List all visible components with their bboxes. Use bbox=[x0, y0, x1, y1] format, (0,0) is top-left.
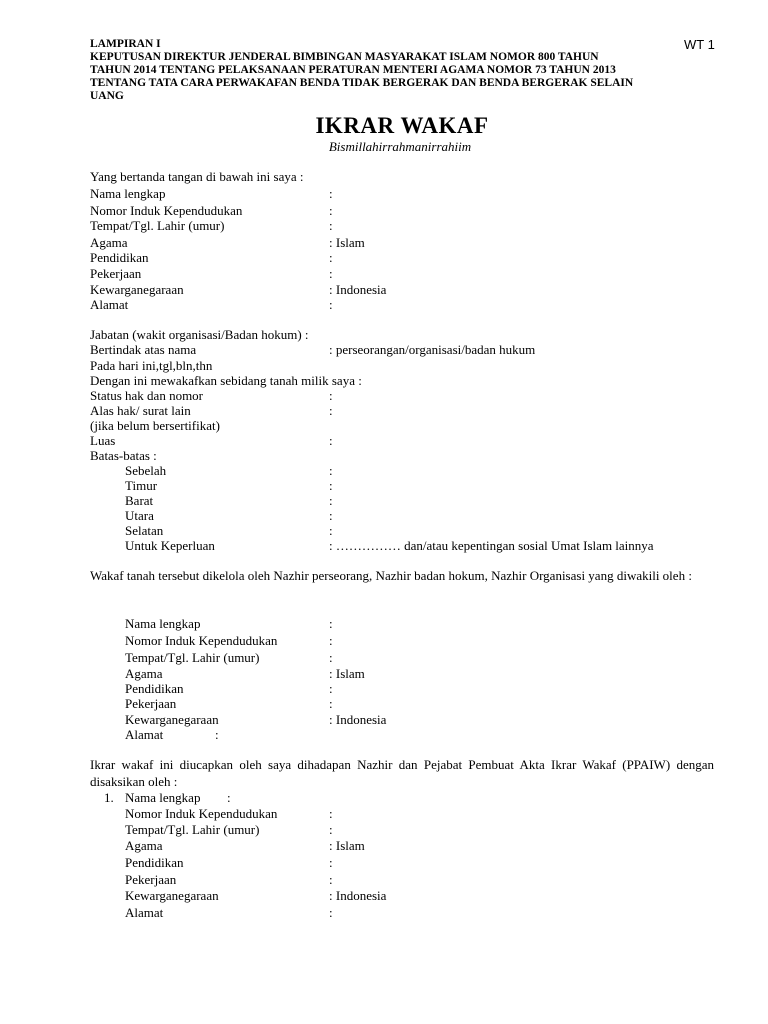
field-label: Alamat bbox=[90, 297, 129, 312]
field-value: : bbox=[329, 650, 333, 665]
field-label: Nama lengkap bbox=[125, 790, 201, 805]
field-value: : bbox=[329, 855, 333, 870]
field-value: : bbox=[329, 388, 333, 403]
border-label: Utara bbox=[125, 508, 154, 523]
field-label: Bertindak atas nama bbox=[90, 342, 197, 357]
field-note: (jika belum bersertifikat) bbox=[90, 418, 220, 433]
field-label: Nama lengkap bbox=[125, 616, 201, 631]
header-line: UANG bbox=[90, 90, 124, 102]
field-value: : bbox=[329, 186, 333, 201]
field-label: Pekerjaan bbox=[125, 872, 177, 887]
field-label: Tempat/Tgl. Lahir (umur) bbox=[125, 822, 260, 837]
field-label: Tempat/Tgl. Lahir (umur) bbox=[90, 218, 225, 233]
field-value: : bbox=[329, 905, 333, 920]
field-value: : bbox=[227, 790, 231, 805]
land-intro: Dengan ini mewakafkan sebidang tanah milik saya : bbox=[90, 373, 362, 388]
field-value: : bbox=[329, 508, 333, 523]
field-value: : bbox=[329, 806, 333, 821]
field-value: : Islam bbox=[329, 666, 365, 681]
borders-label: Batas-batas : bbox=[90, 448, 157, 463]
document-title: IKRAR WAKAF bbox=[315, 113, 489, 138]
field-label: Agama bbox=[125, 838, 163, 853]
field-value: : bbox=[329, 872, 333, 887]
field-value: : Indonesia bbox=[329, 888, 387, 903]
nazhir-paragraph: Wakaf tanah tersebut dikelola oleh Nazhir perseorang, Nazhir badan hokum, Nazhir Organisasi yang diwakili oleh : bbox=[90, 568, 692, 583]
field-value: : bbox=[329, 250, 333, 265]
field-label: Nomor Induk Kependudukan bbox=[125, 806, 278, 821]
field-label: Kewarganegaraan bbox=[125, 712, 219, 727]
header-line: TAHUN 2014 TENTANG PELAKSANAAN PERATURAN MENTERI AGAMA NOMOR 73 TAHUN 2013 bbox=[90, 64, 616, 76]
border-label: Selatan bbox=[125, 523, 164, 538]
purpose-label: Untuk Keperluan bbox=[125, 538, 215, 553]
field-value: : bbox=[329, 403, 333, 418]
field-label: Pendidikan bbox=[90, 250, 149, 265]
border-label: Barat bbox=[125, 493, 154, 508]
field-label: Alamat bbox=[125, 727, 164, 742]
field-label: Tempat/Tgl. Lahir (umur) bbox=[125, 650, 260, 665]
date-line: Pada hari ini,tgl,bln,thn bbox=[90, 358, 213, 373]
field-label: Agama bbox=[90, 235, 128, 250]
field-label: Pendidikan bbox=[125, 855, 184, 870]
field-value: : Indonesia bbox=[329, 282, 387, 297]
field-value: : perseorangan/organisasi/badan hukum bbox=[329, 342, 536, 357]
field-label: Nama lengkap bbox=[90, 186, 166, 201]
field-value: : bbox=[329, 203, 333, 218]
field-value: : bbox=[329, 616, 333, 631]
field-value: : bbox=[329, 297, 333, 312]
field-label: Kewarganegaraan bbox=[125, 888, 219, 903]
header-line: LAMPIRAN I bbox=[90, 38, 161, 50]
header-line: KEPUTUSAN DIREKTUR JENDERAL BIMBINGAN MASYARAKAT ISLAM NOMOR 800 TAHUN bbox=[90, 51, 599, 63]
field-value: : bbox=[329, 433, 333, 448]
field-label: Pekerjaan bbox=[90, 266, 142, 281]
position-line: Jabatan (wakit organisasi/Badan hokum) : bbox=[90, 327, 309, 342]
witness-number: 1. bbox=[104, 790, 114, 805]
field-value: : bbox=[329, 696, 333, 711]
document-subtitle: Bismillahirrahmanirrahiim bbox=[328, 139, 472, 154]
field-value: : bbox=[329, 478, 333, 493]
document-code: WT 1 bbox=[684, 37, 715, 52]
border-label: Timur bbox=[125, 478, 158, 493]
field-value: : bbox=[329, 463, 333, 478]
field-label: Status hak dan nomor bbox=[90, 388, 204, 403]
field-value: : bbox=[329, 681, 333, 696]
field-label: Kewarganegaraan bbox=[90, 282, 184, 297]
field-value: : bbox=[329, 633, 333, 648]
field-value: : bbox=[329, 523, 333, 538]
border-label: Sebelah bbox=[125, 463, 167, 478]
field-label: Alamat bbox=[125, 905, 164, 920]
field-label: Nomor Induk Kependudukan bbox=[125, 633, 278, 648]
field-value: : bbox=[215, 727, 219, 742]
field-value: : bbox=[329, 218, 333, 233]
header-line: TENTANG TATA CARA PERWAKAFAN BENDA TIDAK BERGERAK DAN BENDA BERGERAK SELAIN bbox=[90, 77, 634, 89]
field-value: : bbox=[329, 493, 333, 508]
purpose-value: : …………… dan/atau kepentingan sosial Umat Islam lainnya bbox=[329, 538, 654, 553]
field-label: Pekerjaan bbox=[125, 696, 177, 711]
declarant-intro: Yang bertanda tangan di bawah ini saya : bbox=[90, 169, 304, 184]
field-value: : Indonesia bbox=[329, 712, 387, 727]
field-value: : bbox=[329, 822, 333, 837]
field-label: Alas hak/ surat lain bbox=[90, 403, 191, 418]
field-value: : Islam bbox=[329, 235, 365, 250]
field-label: Pendidikan bbox=[125, 681, 184, 696]
field-value: : bbox=[329, 266, 333, 281]
field-label: Luas bbox=[90, 433, 116, 448]
field-value: : Islam bbox=[329, 838, 365, 853]
field-label: Nomor Induk Kependudukan bbox=[90, 203, 243, 218]
witness-paragraph: Ikrar wakaf ini diucapkan oleh saya dihadapan Nazhir dan Pejabat Pembuat Akta Ikrar Wakaf (PPAIW) dengan disaksikan oleh : bbox=[90, 757, 714, 789]
field-label: Agama bbox=[125, 666, 163, 681]
